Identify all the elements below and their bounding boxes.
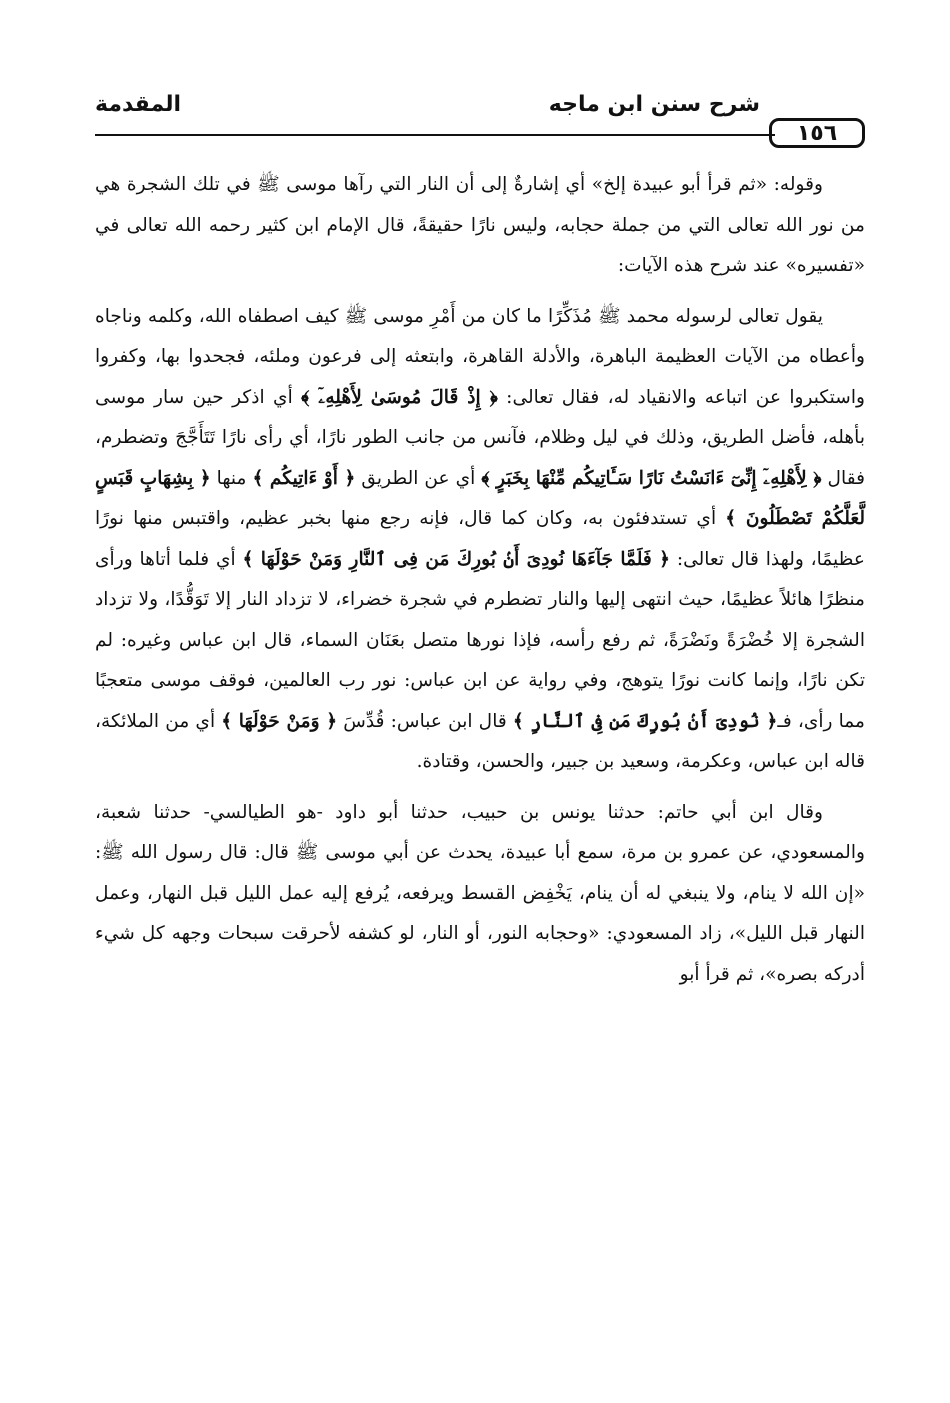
paragraph-3 bbox=[95, 793, 865, 996]
text-segment: وقال ابن أبي حاتم: حدثنا يونس بن حبيب، حدثنا أبو داود -هو الطيالسي- حدثنا شعبة، والمسعودي، عن عمرو بن مرة، سمع أبا عبيدة، يحدث عن أبي موسى ﷺ قال: قال رسول الله ﷺ: «إن الله لا ينام، ولا ينبغي له أن ينام، يَخْفِض القسط ويرفعه، يُرفع إليه عمل الليل قبل النهار، وعمل النهار قبل الليل»، زاد المسعودي: «وحجابه النور، أو النار، لو كشفه لأحرقت سبحات وجهه كل شيء أدركه بصره»، ثم قرأ أبو bbox=[95, 801, 865, 985]
quran-verse: ﴿ إِذْ قَالَ مُوسَىٰ لِأَهْلِهِۦٓ ﴾ bbox=[301, 386, 498, 408]
text-segment: أي من الملائكة، قاله ابن عباس، وعكرمة، وسعيد بن جبير، والحسن، وقتادة. bbox=[95, 710, 865, 772]
book-title: شرح سنن ابن ماجه bbox=[548, 92, 760, 117]
quran-verse: ﴿ أَوْ ءَاتِيكُم ﴾ bbox=[252, 467, 356, 489]
text-segment: أي اذكر حين سار موسى بأهله، فأضل الطريق، وذلك في ليل وظلام، فآنس من جانب الطور نارًا، أي رأى نارًا تَتَأَجَّجَ وتضطرم، فقال bbox=[95, 386, 865, 489]
text-segment: يقول تعالى لرسوله محمد ﷺ مُذَكِّرًا ما كان من أَمْرِ موسى ﷺ كيف اصطفاه الله، وكلمه وناجاه وأعطاه من الآيات العظيمة الباهرة، والأدلة القاهرة، وابتعثه إلى فرعون وملئه، فجحدوا بها، وكفروا واستكبروا عن اتباعه والانقياد له، فقال تعالى: bbox=[95, 305, 865, 408]
paragraph-2 bbox=[95, 297, 865, 783]
section-title: المقدمة bbox=[95, 92, 182, 117]
body-text bbox=[95, 165, 865, 995]
paragraph-1 bbox=[95, 165, 865, 287]
text-segment: قال ابن عباس: قُدِّسَ bbox=[337, 710, 513, 732]
quran-verse: ﴿ لِأَهْلِهِۦٓ إِنِّىٓ ءَانَسْتُ نَارًا سَـَٔاتِيكُم مِّنْهَا بِخَبَرٍ ﴾ bbox=[481, 467, 822, 489]
text-segment: أي تستدفئون به، وكان كما قال، فإنه رجع منها بخبر عظيم، واقتبس منها نورًا عظيمًا، ولهذا قال تعالى: bbox=[95, 508, 865, 570]
header-divider bbox=[95, 134, 775, 136]
quran-verse: ﴿ فَلَمَّا جَآءَهَا نُودِىَ أَنۢ بُورِكَ مَن فِى ٱلنَّارِ وَمَنْ حَوْلَهَا ﴾ bbox=[242, 548, 671, 570]
page-header bbox=[95, 84, 865, 156]
text-segment: أي عن الطريق bbox=[355, 467, 482, 489]
quran-verse: ﴿ وَمَنْ حَوْلَهَا ﴾ bbox=[221, 710, 338, 732]
quran-verse: ﴿ نُودِىَ أَنۢ بُورِكَ مَن فِى ٱلنَّارِ ﴾ bbox=[512, 710, 778, 732]
text-segment: وقوله: «ثم قرأ أبو عبيدة إلخ» أي إشارةٌ إلى أن النار التي رآها موسى ﷺ في تلك الشجرة هي من نور الله تعالى التي من جملة حجابه، وليس نارًا حقيقةً، قال الإمام ابن كثير رحمه الله تعالى في «تفسيره» عند شرح هذه الآيات: bbox=[95, 174, 865, 276]
text-segment: منها bbox=[210, 467, 253, 489]
page-number: ١٥٦ bbox=[769, 118, 865, 148]
quran-verse: ﴿ بِشِهَابٍ قَبَسٍ لَّعَلَّكُمْ تَصْطَلُونَ ﴾ bbox=[95, 467, 866, 529]
text-segment: أي فلما أتاها ورأى منظرًا هائلاً عظيمًا، حيث انتهى إليها والنار تضطرم في شجرة خضراء، لا تزداد النار إلا تَوَقُّدًا، ولا تزداد الشجرة إلا خُضْرَةً ونَضْرَةً، ثم رفع رأسه، فإذا نورها متصل بعَنَان السماء، قال ابن عباس وغيره: لم تكن نارًا، وإنما كانت نورًا يتوهج، وفي رواية عن ابن عباس: نور رب العالمين، فوقف موسى متعجبًا مما رأى، فـ bbox=[95, 548, 865, 732]
